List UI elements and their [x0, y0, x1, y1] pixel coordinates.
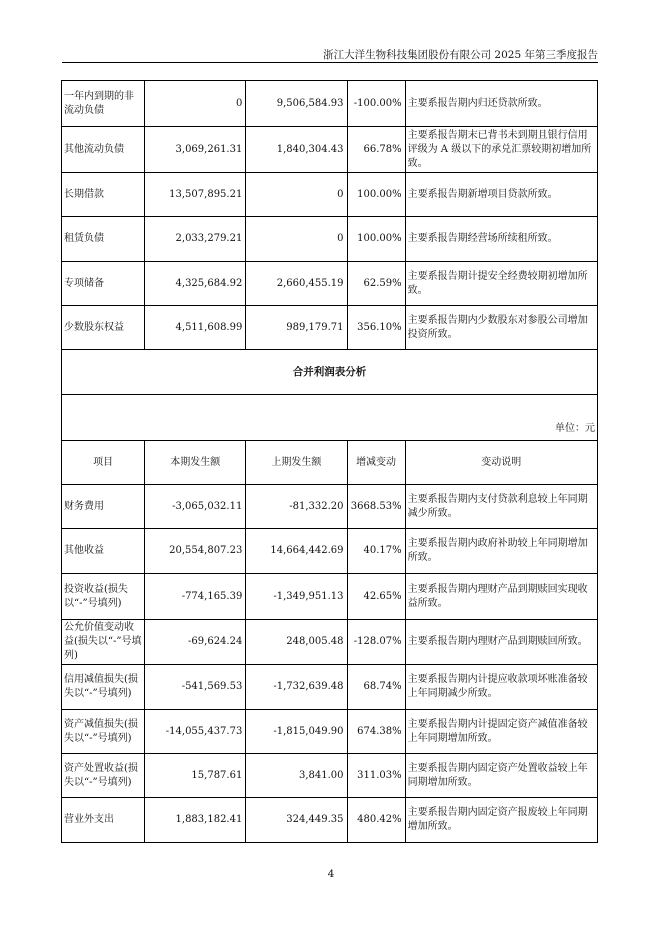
note-cell: 主要系报告期经营场所续租所致。: [405, 217, 597, 262]
current-cell: 3,069,261.31: [145, 127, 246, 173]
previous-cell: 3,841.00: [246, 754, 347, 798]
page-number: 4: [327, 868, 335, 880]
current-cell: -3,065,032.11: [145, 485, 246, 529]
current-cell: 4,325,684.92: [145, 262, 246, 306]
change-cell: 3668.53%: [347, 485, 405, 529]
column-header: 变动说明: [405, 441, 597, 485]
current-cell: -69,624.24: [145, 620, 246, 665]
note-cell: 主要系报告期内少数股东对参股公司增加投资所致。: [405, 306, 597, 350]
note-cell: 主要系报告期新增项目贷款所致。: [405, 173, 597, 217]
column-header: 增减变动: [347, 441, 405, 485]
note-cell: 主要系报告期内支付贷款利息较上年同期减少所致。: [405, 485, 597, 529]
item-cell: 少数股东权益: [62, 306, 145, 350]
change-cell: 674.38%: [347, 710, 405, 754]
previous-cell: -1,815,049.90: [246, 710, 347, 754]
current-cell: 4,511,608.99: [145, 306, 246, 350]
item-cell: 财务费用: [62, 485, 145, 529]
current-cell: 20,554,807.23: [145, 529, 246, 574]
table-row: [62, 173, 598, 217]
table-row: [62, 754, 598, 798]
table-row: [62, 306, 598, 350]
current-cell: -14,055,437.73: [145, 710, 246, 754]
current-cell: 13,507,895.21: [145, 173, 246, 217]
note-cell: 主要系报告期末已背书未到期且银行信用评级为 A 级以下的承兑汇票较期初增加所致。: [405, 127, 597, 173]
previous-cell: -1,349,951.13: [246, 574, 347, 620]
item-cell: 信用减值损失(损失以“-”号填列): [62, 665, 145, 710]
change-cell: 100.00%: [347, 173, 405, 217]
page-header: [62, 44, 598, 63]
change-cell: 66.78%: [347, 127, 405, 173]
unit-label: 单位：元: [62, 395, 598, 441]
previous-cell: 324,449.35: [246, 798, 347, 843]
column-header: 上期发生额: [246, 441, 347, 485]
item-cell: 其他收益: [62, 529, 145, 574]
change-cell: -100.00%: [347, 81, 405, 127]
previous-cell: 9,506,584.93: [246, 81, 347, 127]
financial-table: [61, 80, 598, 843]
table-row: [62, 485, 598, 529]
current-cell: -774,165.39: [145, 574, 246, 620]
previous-cell: 248,005.48: [246, 620, 347, 665]
previous-cell: 14,664,442.69: [246, 529, 347, 574]
current-cell: -541,569.53: [145, 665, 246, 710]
current-cell: 2,033,279.21: [145, 217, 246, 262]
change-cell: 42.65%: [347, 574, 405, 620]
current-cell: 0: [145, 81, 246, 127]
previous-cell: 2,660,455.19: [246, 262, 347, 306]
item-cell: 营业外支出: [62, 798, 145, 843]
change-cell: 62.59%: [347, 262, 405, 306]
table-row: [62, 620, 598, 665]
item-cell: 专项储备: [62, 262, 145, 306]
column-header: 本期发生额: [145, 441, 246, 485]
note-cell: 主要系报告期内计提应收款项坏账准备较上年同期减少所致。: [405, 665, 597, 710]
table-row: [62, 665, 598, 710]
previous-cell: 0: [246, 217, 347, 262]
table-row: [62, 81, 598, 127]
note-cell: 主要系报告期内理财产品到期赎回实现收益所致。: [405, 574, 597, 620]
note-cell: 主要系报告期内计提固定资产减值准备较上年同期增加所致。: [405, 710, 597, 754]
item-cell: 资产减值损失(损失以“-”号填列): [62, 710, 145, 754]
change-cell: 40.17%: [347, 529, 405, 574]
section-title: 合并利润表分析: [62, 350, 598, 395]
column-header: 项目: [62, 441, 145, 485]
note-cell: 主要系报告期内固定资产处置收益较上年同期增加所致。: [405, 754, 597, 798]
note-cell: 主要系报告期内政府补助较上年同期增加所致。: [405, 529, 597, 574]
current-cell: 1,883,182.41: [145, 798, 246, 843]
previous-cell: -81,332.20: [246, 485, 347, 529]
previous-cell: 1,840,304.43: [246, 127, 347, 173]
column-header-row: [62, 441, 598, 485]
note-cell: 主要系报告期内理财产品到期赎回所致。: [405, 620, 597, 665]
current-cell: 15,787.61: [145, 754, 246, 798]
report-title: 浙江大洋生物科技集团股份有限公司 2025 年第三季度报告: [323, 49, 598, 61]
item-cell: 其他流动负债: [62, 127, 145, 173]
change-cell: 356.10%: [347, 306, 405, 350]
item-cell: 一年内到期的非流动负债: [62, 81, 145, 127]
table-row: [62, 798, 598, 843]
item-cell: 长期借款: [62, 173, 145, 217]
table-row: [62, 529, 598, 574]
change-cell: -128.07%: [347, 620, 405, 665]
item-cell: 租赁负债: [62, 217, 145, 262]
note-cell: 主要系报告期内固定资产报废较上年同期增加所致。: [405, 798, 597, 843]
change-cell: 100.00%: [347, 217, 405, 262]
table-row: [62, 217, 598, 262]
section-title-row: [62, 350, 598, 395]
previous-cell: 989,179.71: [246, 306, 347, 350]
unit-row: [62, 395, 598, 441]
table-row: [62, 127, 598, 173]
table-row: [62, 710, 598, 754]
item-cell: 资产处置收益(损失以“-”号填列): [62, 754, 145, 798]
change-cell: 68.74%: [347, 665, 405, 710]
previous-cell: 0: [246, 173, 347, 217]
previous-cell: -1,732,639.48: [246, 665, 347, 710]
item-cell: 公允价值变动收益(损失以“-”号填列): [62, 620, 145, 665]
change-cell: 311.03%: [347, 754, 405, 798]
table-row: [62, 574, 598, 620]
item-cell: 投资收益(损失以“-”号填列): [62, 574, 145, 620]
note-cell: 主要系报告期计提安全经费较期初增加所致。: [405, 262, 597, 306]
note-cell: 主要系报告期内归还贷款所致。: [405, 81, 597, 127]
change-cell: 480.42%: [347, 798, 405, 843]
table-row: [62, 262, 598, 306]
